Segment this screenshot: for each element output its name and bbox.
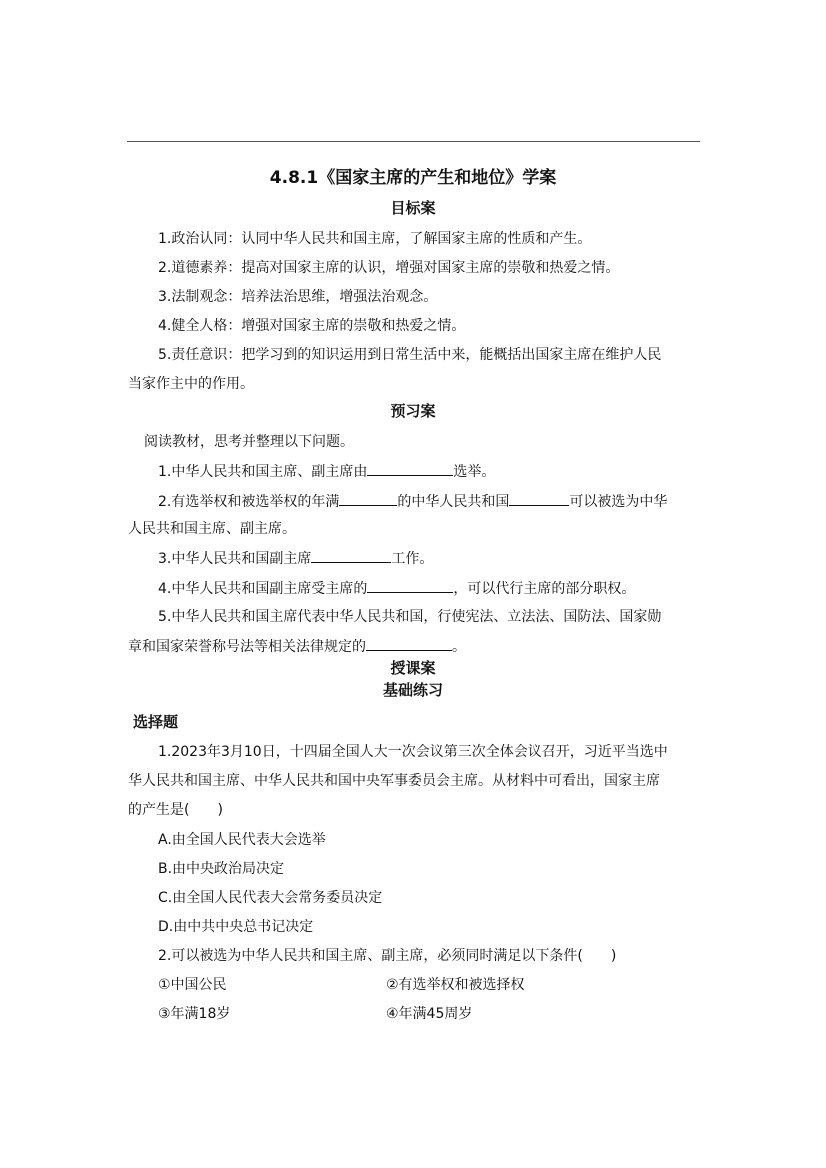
choice-question-2: 2.可以被选为中华人民共和国主席、副主席，必须同时满足以下条件( ) [158, 948, 617, 964]
condition-option: ④年满45周岁 [386, 1006, 473, 1022]
choice-question-1-continued: 的产生是( ) [128, 802, 223, 818]
question-text: 章和国家荣誉称号法等相关法律规定的 [128, 639, 366, 655]
question-text: 3.中华人民共和国副主席 [158, 551, 312, 567]
answer-blank[interactable] [366, 636, 452, 651]
choice-option: B.由中央政治局决定 [158, 861, 285, 877]
condition-option: ②有选举权和被选择权 [386, 977, 525, 993]
preview-question-2-continued: 人民共和国主席、副主席。 [128, 521, 296, 537]
preview-intro: 阅读教材，思考并整理以下问题。 [144, 434, 354, 450]
condition-option: ③年满18岁 [158, 1006, 231, 1022]
preview-question-1 [158, 461, 495, 482]
preview-question-5: 5.中华人民共和国主席代表中华人民共和国，行使宪法、立法法、国防法、国家勋 [158, 609, 662, 625]
goal-item: 4.健全人格：增强对国家主席的崇敬和热爱之情。 [158, 318, 466, 334]
choice-question-1: 1.2023年3月10日，十四届全国人大一次会议第三次全体会议召开，习近平当选中 [158, 744, 668, 760]
header-rule [127, 141, 700, 142]
condition-option: ①中国公民 [158, 977, 227, 993]
preview-question-2 [158, 491, 667, 512]
answer-blank[interactable] [311, 548, 391, 563]
question-text: 选举。 [453, 464, 496, 480]
answer-blank[interactable] [367, 461, 453, 476]
goals-heading: 目标案 [390, 199, 436, 217]
answer-blank[interactable] [367, 578, 453, 593]
question-text: 4.中华人民共和国副主席受主席的 [158, 581, 368, 597]
lesson-heading: 授课案 [390, 659, 436, 677]
choice-section-label: 选择题 [133, 713, 179, 731]
choice-question-1-continued: 华人民共和国主席、中华人民共和国中央军事委员会主席。从材料中可看出，国家主席 [128, 773, 660, 789]
page-title: 4.8.1《国家主席的产生和地位》学案 [269, 168, 557, 188]
question-text: 。 [452, 639, 466, 655]
preview-question-4 [158, 578, 635, 599]
practice-heading: 基础练习 [382, 681, 443, 699]
preview-question-3 [158, 548, 433, 569]
answer-blank[interactable] [509, 491, 569, 506]
question-text: 工作。 [391, 551, 434, 567]
preview-question-5-continued [128, 636, 466, 657]
question-text: 2.有选举权和被选举权的年满 [158, 494, 340, 510]
goal-item: 5.责任意识：把学习到的知识运用到日常生活中来，能概括出国家主席在维护人民 [158, 347, 662, 363]
question-text: ，可以代行主席的部分职权。 [453, 581, 636, 597]
question-text: 1.中华人民共和国主席、副主席由 [158, 464, 368, 480]
preview-heading: 预习案 [390, 402, 436, 420]
question-text: 的中华人民共和国 [397, 494, 510, 510]
question-text: 可以被选为中华 [569, 494, 668, 510]
choice-option: C.由全国人民代表大会常务委员决定 [158, 890, 383, 906]
answer-blank[interactable] [339, 491, 397, 506]
choice-option: D.由中共中央总书记决定 [158, 919, 314, 935]
goal-item: 3.法制观念：培养法治思维，增强法治观念。 [158, 289, 438, 305]
goal-item: 1.政治认同：认同中华人民共和国主席，了解国家主席的性质和产生。 [158, 231, 592, 247]
goal-item: 2.道德素养：提高对国家主席的认识，增强对国家主席的崇敬和热爱之情。 [158, 260, 620, 276]
goal-item-continued: 当家作主中的作用。 [128, 376, 254, 392]
choice-option: A.由全国人民代表大会选举 [158, 832, 326, 848]
